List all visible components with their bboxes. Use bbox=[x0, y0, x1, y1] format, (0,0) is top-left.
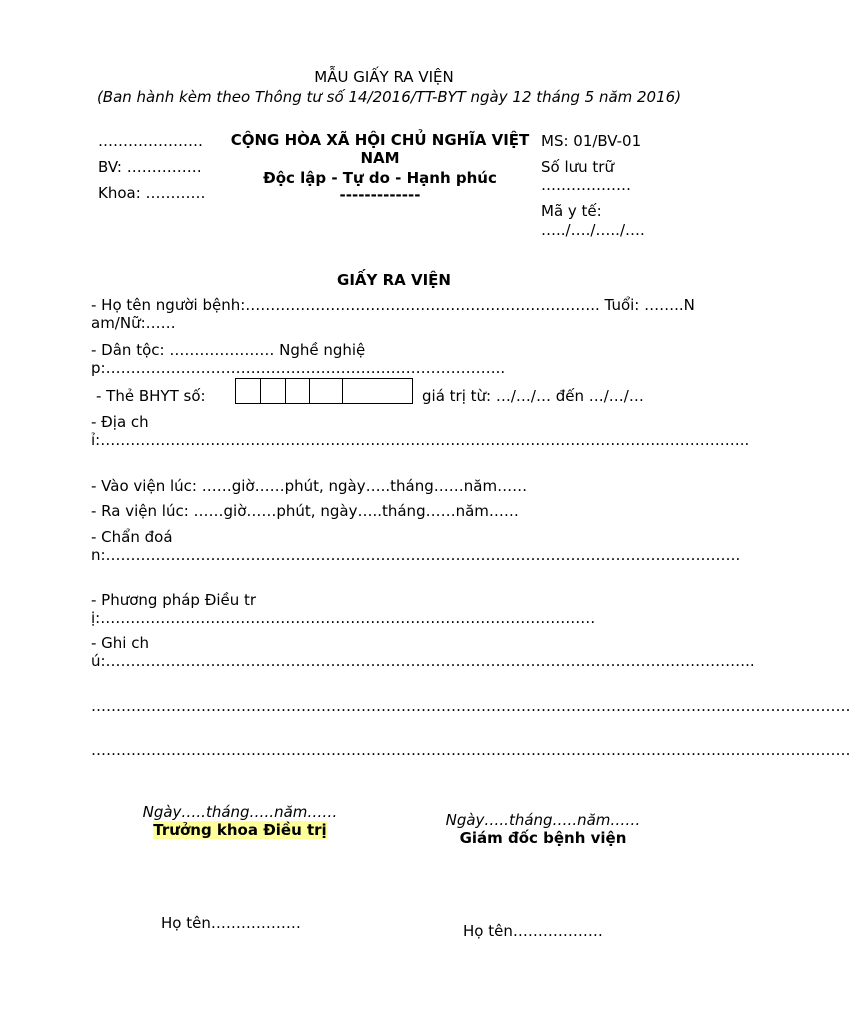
note-field: - Ghi chú:…………………………………………………………………………………………………..…………….. bbox=[91, 634, 755, 670]
right-signature-role: Giám đốc bệnh viện bbox=[459, 829, 627, 847]
bhyt-box-cell bbox=[286, 379, 310, 403]
medical-code-label: Mã y tế: bbox=[541, 202, 602, 220]
bhyt-validity: giá trị từ: …/…/… đến …/…/… bbox=[422, 387, 644, 405]
storage-number: Số lưu trữ ……………… bbox=[541, 158, 631, 194]
right-signature-date: Ngày…..tháng…..năm…… bbox=[445, 811, 641, 829]
extra-note-line: ………………………………………………………………………………………………………………..…………………… bbox=[91, 697, 851, 715]
treatment-field: - Phương pháp Điều trị:……………………………………………………………………………………… bbox=[91, 591, 596, 627]
ethnicity-occupation-field: - Dân tộc: ………………… Nghề nghiệp:…………………………………………………………………….. bbox=[91, 341, 506, 377]
left-signature-date: Ngày…..tháng…..năm…… bbox=[142, 803, 338, 821]
issued-note: (Ban hành kèm theo Thông tư số 14/2016/TT-BYT ngày 12 tháng 5 năm 2016) bbox=[96, 88, 682, 106]
admission-time: - Vào viện lúc: ……giờ……phút, ngày…..tháng……năm…… bbox=[91, 477, 528, 495]
national-title: CỘNG HÒA XÃ HỘI CHỦ NGHĨA VIỆT NAM bbox=[230, 131, 530, 167]
document-title: GIẤY RA VIỆN bbox=[337, 271, 451, 289]
left-blank-line: ………………… bbox=[98, 132, 203, 150]
department-field: Khoa: ………… bbox=[98, 184, 206, 202]
hospital-field: BV: …………… bbox=[98, 158, 202, 176]
form-title: MẪU GIẤY RA VIỆN bbox=[314, 68, 454, 86]
discharge-time: - Ra viện lúc: ……giờ……phút, ngày…..tháng……năm…… bbox=[91, 502, 519, 520]
form-code: MS: 01/BV-01 bbox=[541, 132, 642, 150]
diagnosis-field: - Chẩn đoán:………………………………………………………………………………………………………………. bbox=[91, 528, 741, 564]
left-signature-role-wrap bbox=[100, 821, 380, 839]
bhyt-box-cell bbox=[261, 379, 286, 403]
extra-note-line: ………………………………………………………………………………………………………………..…………………… bbox=[91, 741, 851, 759]
right-signature-name: Họ tên……………… bbox=[463, 922, 603, 940]
bhyt-box-cell bbox=[310, 379, 343, 403]
motto-rule: ------------- bbox=[339, 186, 421, 204]
address-field: - Địa chỉ:…………………………………………………………………………………………………..…………….. bbox=[91, 413, 750, 449]
bhyt-label: - Thẻ BHYT số: bbox=[96, 387, 206, 405]
bhyt-box-cell bbox=[236, 379, 261, 403]
left-signature-name: Họ tên……………… bbox=[161, 914, 301, 932]
bhyt-box-cell bbox=[343, 379, 412, 403]
bhyt-number-boxes bbox=[235, 378, 413, 404]
left-signature-role: Trưởng khoa Điều trị bbox=[153, 821, 327, 839]
medical-code-value: …../…./…../…. bbox=[541, 221, 645, 239]
national-motto: Độc lập - Tự do - Hạnh phúc bbox=[263, 169, 497, 187]
patient-name-field: - Họ tên người bệnh:…………………………………………………………….. Tuổi: ……..Nam/Nữ:…… bbox=[91, 296, 695, 332]
